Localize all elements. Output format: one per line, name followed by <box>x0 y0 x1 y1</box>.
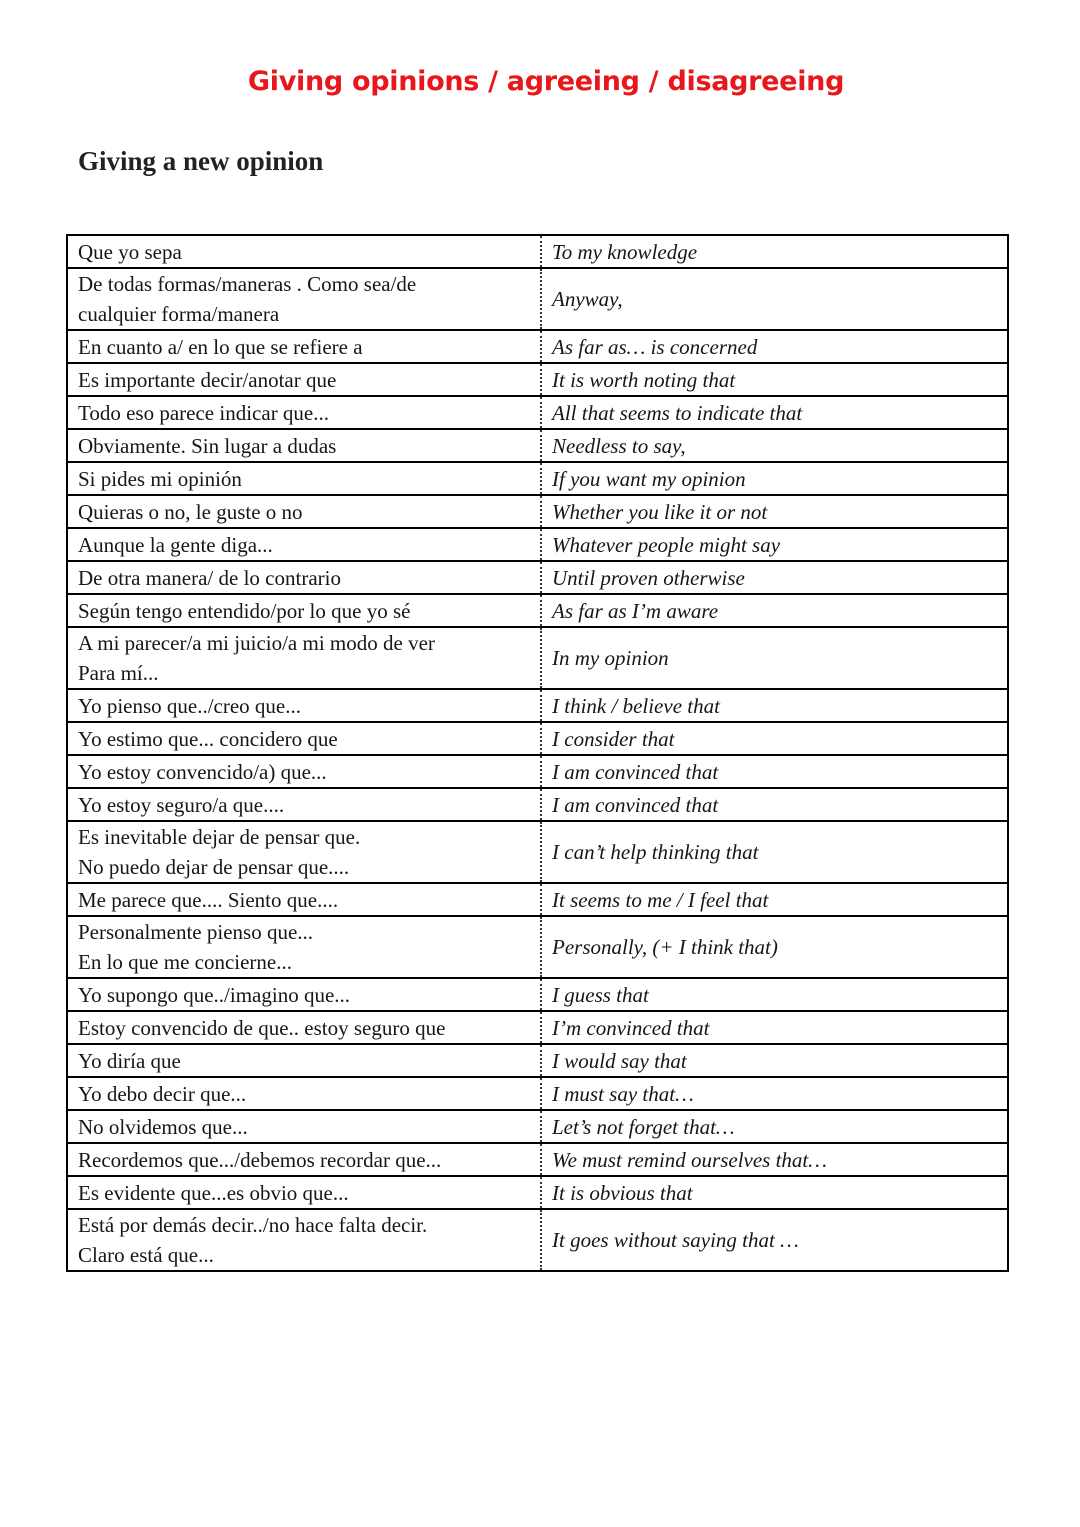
english-translation: As far as I’m aware <box>552 598 719 623</box>
spanish-phrase-cell <box>67 1110 541 1143</box>
spanish-phrase-line: Si pides mi opinión <box>78 466 242 491</box>
table-row <box>67 330 1008 363</box>
english-translation-cell <box>541 1110 1008 1143</box>
table-row <box>67 916 1008 978</box>
english-translation: We must remind ourselves that… <box>552 1147 827 1172</box>
english-translation: I must say that… <box>552 1081 694 1106</box>
english-translation-cell <box>541 495 1008 528</box>
spanish-phrase-line: No olvidemos que... <box>78 1114 248 1139</box>
spanish-phrase-cell <box>67 462 541 495</box>
spanish-phrase-cell <box>67 594 541 627</box>
spanish-phrase-cell <box>67 1176 541 1209</box>
table-row <box>67 594 1008 627</box>
spanish-phrase-line: Yo estoy convencido/a) que... <box>78 759 327 784</box>
table-row <box>67 462 1008 495</box>
document-title: Giving opinions / agreeing / disagreeing <box>247 66 845 97</box>
spanish-phrase-line: Me parece que.... Siento que.... <box>78 887 339 912</box>
english-translation: Whether you like it or not <box>552 499 768 524</box>
table-row <box>67 1044 1008 1077</box>
spanish-phrase-line: Recordemos que.../debemos recordar que... <box>78 1147 442 1172</box>
english-translation: It is obvious that <box>552 1180 693 1205</box>
table-row <box>67 755 1008 788</box>
table-row <box>67 978 1008 1011</box>
spanish-phrase-cell <box>67 1143 541 1176</box>
english-translation-cell <box>541 396 1008 429</box>
spanish-phrase-line: En cuanto a/ en lo que se refiere a <box>78 334 363 359</box>
english-translation-cell <box>541 722 1008 755</box>
spanish-phrase-line: Yo diría que <box>78 1048 181 1073</box>
spanish-phrase-line: Yo supongo que../imagino que... <box>78 982 351 1007</box>
table-row <box>67 689 1008 722</box>
spanish-phrase-line: De otra manera/ de lo contrario <box>78 565 341 590</box>
spanish-phrase-cell <box>67 363 541 396</box>
spanish-phrase-cell <box>67 235 541 268</box>
english-translation: I guess that <box>552 982 649 1007</box>
english-translation: Anyway, <box>552 287 623 311</box>
english-translation: To my knowledge <box>552 239 698 264</box>
english-translation-cell <box>541 330 1008 363</box>
table-row <box>67 1077 1008 1110</box>
spanish-phrase-line: Para mí... <box>78 661 159 685</box>
english-translation-cell <box>541 462 1008 495</box>
table-row <box>67 396 1008 429</box>
english-translation-cell <box>541 1143 1008 1176</box>
spanish-phrase-cell <box>67 689 541 722</box>
english-translation: I consider that <box>552 726 675 751</box>
spanish-phrase-cell <box>67 268 541 330</box>
english-translation: All that seems to indicate that <box>552 400 803 425</box>
english-translation: Personally, (+ I think that) <box>552 935 778 959</box>
table-row <box>67 429 1008 462</box>
spanish-phrase-line: cualquier forma/manera <box>78 302 280 326</box>
english-translation: It is worth noting that <box>552 367 736 392</box>
english-translation-cell <box>541 755 1008 788</box>
english-translation: Needless to say, <box>552 433 686 458</box>
english-translation: It goes without saying that … <box>552 1228 799 1252</box>
english-translation-cell <box>541 528 1008 561</box>
spanish-phrase-line: Es inevitable dejar de pensar que. <box>78 825 361 849</box>
english-translation: In my opinion <box>552 646 669 670</box>
table-row <box>67 722 1008 755</box>
spanish-phrase-line: No puedo dejar de pensar que.... <box>78 855 350 879</box>
english-translation: Let’s not forget that… <box>552 1114 735 1139</box>
english-translation-cell <box>541 429 1008 462</box>
spanish-phrase-line: Según tengo entendido/por lo que yo sé <box>78 598 411 623</box>
english-translation-cell <box>541 1209 1008 1271</box>
spanish-phrase-cell <box>67 396 541 429</box>
table-row <box>67 1011 1008 1044</box>
english-translation-cell <box>541 1011 1008 1044</box>
spanish-phrase-cell <box>67 1209 541 1271</box>
spanish-phrase-line: Está por demás decir../no hace falta decir. <box>78 1213 428 1237</box>
spanish-phrase-line: Es evidente que...es obvio que... <box>78 1180 349 1205</box>
english-translation-cell <box>541 916 1008 978</box>
table-row <box>67 788 1008 821</box>
spanish-phrase-cell <box>67 916 541 978</box>
english-translation: Whatever people might say <box>552 532 781 557</box>
spanish-phrase-line: Todo eso parece indicar que... <box>78 400 330 425</box>
section-heading: Giving a new opinion <box>78 146 324 176</box>
spanish-phrase-cell <box>67 528 541 561</box>
english-translation: As far as… is concerned <box>552 334 758 359</box>
english-translation: I can’t help thinking that <box>552 840 759 864</box>
english-translation: I’m convinced that <box>552 1015 710 1040</box>
phrase-table <box>66 234 1009 1272</box>
table-row <box>67 1143 1008 1176</box>
spanish-phrase-line: Yo debo decir que... <box>78 1081 247 1106</box>
spanish-phrase-cell <box>67 1044 541 1077</box>
spanish-phrase-line: Yo estoy seguro/a que.... <box>78 792 285 817</box>
english-translation: If you want my opinion <box>552 466 746 491</box>
english-translation-cell <box>541 1044 1008 1077</box>
spanish-phrase-line: A mi parecer/a mi juicio/a mi modo de ver <box>78 631 435 655</box>
english-translation-cell <box>541 689 1008 722</box>
english-translation-cell <box>541 978 1008 1011</box>
spanish-phrase-cell <box>67 495 541 528</box>
english-translation: I am convinced that <box>552 759 719 784</box>
english-translation: I am convinced that <box>552 792 719 817</box>
spanish-phrase-cell <box>67 978 541 1011</box>
english-translation-cell <box>541 821 1008 883</box>
english-translation-cell <box>541 363 1008 396</box>
english-translation: It seems to me / I feel that <box>552 887 769 912</box>
spanish-phrase-line: Es importante decir/anotar que <box>78 367 337 392</box>
english-translation-cell <box>541 788 1008 821</box>
english-translation-cell <box>541 1077 1008 1110</box>
spanish-phrase-line: Que yo sepa <box>78 239 182 264</box>
spanish-phrase-cell <box>67 722 541 755</box>
spanish-phrase-line: Yo pienso que../creo que... <box>78 693 302 718</box>
table-row <box>67 883 1008 916</box>
table-row <box>67 528 1008 561</box>
table-row <box>67 561 1008 594</box>
spanish-phrase-cell <box>67 1011 541 1044</box>
spanish-phrase-cell <box>67 1077 541 1110</box>
english-translation-cell <box>541 268 1008 330</box>
spanish-phrase-cell <box>67 561 541 594</box>
spanish-phrase-line: Aunque la gente diga... <box>78 532 273 557</box>
english-translation-cell <box>541 594 1008 627</box>
english-translation: I would say that <box>552 1048 687 1073</box>
spanish-phrase-line: En lo que me concierne... <box>78 950 292 974</box>
table-row <box>67 1176 1008 1209</box>
spanish-phrase-cell <box>67 330 541 363</box>
spanish-phrase-line: De todas formas/maneras . Como sea/de <box>78 272 417 296</box>
spanish-phrase-line: Obviamente. Sin lugar a dudas <box>78 433 337 458</box>
table-row <box>67 235 1008 268</box>
english-translation: I think / believe that <box>552 693 720 718</box>
spanish-phrase-cell <box>67 429 541 462</box>
phrase-table-body <box>67 235 1008 1271</box>
spanish-phrase-cell <box>67 755 541 788</box>
spanish-phrase-line: Claro está que... <box>78 1243 214 1267</box>
table-row <box>67 821 1008 883</box>
table-row <box>67 268 1008 330</box>
spanish-phrase-line: Yo estimo que... concidero que <box>78 726 338 751</box>
spanish-phrase-line: Quieras o no, le guste o no <box>78 499 303 524</box>
spanish-phrase-line: Estoy convencido de que.. estoy seguro que <box>78 1015 446 1040</box>
spanish-phrase-cell <box>67 883 541 916</box>
english-translation-cell <box>541 1176 1008 1209</box>
english-translation: Until proven otherwise <box>552 565 745 590</box>
table-row <box>67 363 1008 396</box>
table-row <box>67 1209 1008 1271</box>
spanish-phrase-line: Personalmente pienso que... <box>78 920 314 944</box>
table-row <box>67 495 1008 528</box>
english-translation-cell <box>541 561 1008 594</box>
spanish-phrase-cell <box>67 821 541 883</box>
spanish-phrase-cell <box>67 788 541 821</box>
english-translation-cell <box>541 883 1008 916</box>
table-row <box>67 1110 1008 1143</box>
english-translation-cell <box>541 235 1008 268</box>
english-translation-cell <box>541 627 1008 689</box>
spanish-phrase-cell <box>67 627 541 689</box>
table-row <box>67 627 1008 689</box>
